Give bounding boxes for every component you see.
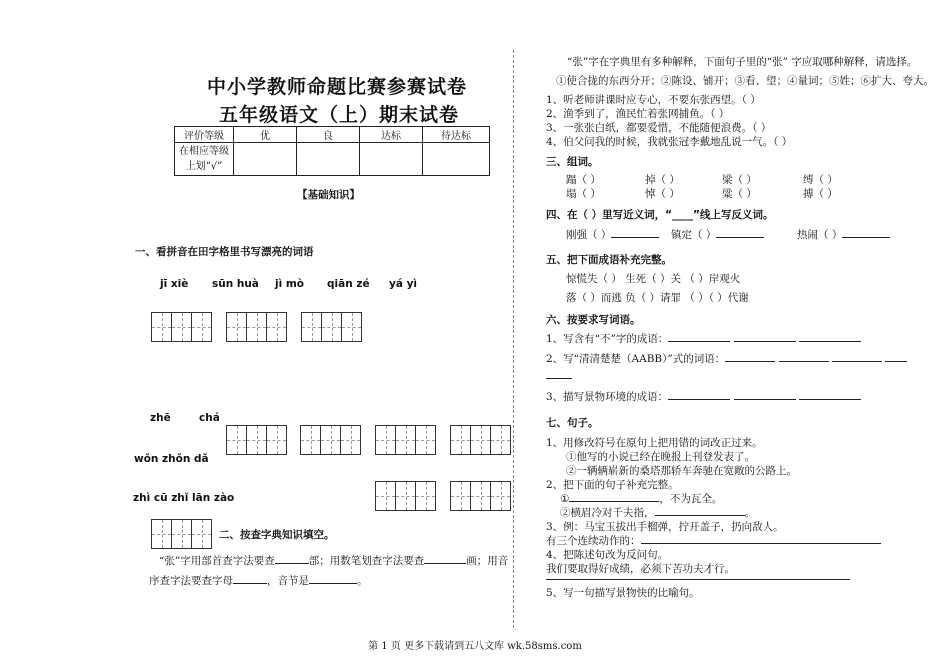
eval-header-pass: 达标 (360, 127, 423, 143)
s4-item-1 (566, 227, 659, 242)
tianzige-box[interactable] (375, 481, 436, 511)
tianzige-box[interactable] (301, 312, 362, 342)
zhang-q1: 1、听老师讲课时应专心，不要东张西望。（ ） (546, 94, 761, 106)
s3-item-8: 搏（ ） (803, 188, 838, 200)
s2-text-b: 部；用数笔划查字法要查 (308, 555, 425, 567)
s7-l10-answer-line[interactable] (546, 579, 850, 580)
s5-row-2: 落（ ）而逃 负（ ）请罪 （ ）（ ）代谢 (566, 292, 749, 304)
section5-heading: 五、把下面成语补充完整。 (546, 254, 672, 266)
eval-header-excellent: 优 (234, 127, 297, 143)
s6-q1-blank-1[interactable] (668, 331, 730, 342)
s6-q2-blank-3[interactable] (832, 351, 882, 362)
eval-row-label (175, 143, 234, 176)
s4-word-1: 刚强（ ） (566, 229, 612, 241)
section2-line1 (159, 553, 508, 568)
s7-l8-text: 有三个连续动作的： (546, 535, 641, 547)
s7-line-3: ②一辆辆崭新的桑塔那轿车奔驰在宽敞的公路上。 (566, 465, 797, 477)
pinyin-9: zhì cū zhǐ lān zào (133, 492, 235, 504)
tianzige-box[interactable] (450, 425, 511, 455)
s6-q1-blank-2[interactable] (734, 331, 796, 342)
s6-q3-text: 3、描写景物环境的成语： (546, 391, 669, 403)
section6-heading: 六、按要求写词语。 (546, 314, 641, 326)
s7-line-10: 我们要取得好成绩，必须下苦功夫才行。 (546, 563, 735, 575)
eval-header-fail: 待达标 (423, 127, 490, 143)
section1-heading: 一、看拼音在田字格里书写漂亮的词语 (135, 246, 314, 258)
s7-line-2: ①他写的小说已经在晚报上刊登发表了。 (566, 451, 755, 463)
eval-row-label-1: 在相应等级 (179, 146, 229, 157)
pinyin-8: wǒn zhǒn dǎ (134, 453, 209, 465)
eval-cell-good[interactable] (297, 143, 360, 176)
s3-item-2: 掉（ ） (645, 174, 680, 186)
s6-q2-blank-4[interactable] (885, 351, 907, 362)
s6-q3 (546, 389, 861, 404)
s2-text-d: 序查字法要查字母 (149, 575, 233, 587)
s4-word-2: 镇定（ ） (671, 229, 717, 241)
s6-q2-text: 2、写“清清楚楚（AABB）”式的词语： (546, 353, 726, 365)
pinyin-5: yá yì (389, 278, 418, 290)
evaluation-table (174, 126, 490, 176)
pinyin-1: jī xiè (160, 278, 189, 290)
s4-blank-2[interactable] (716, 227, 764, 238)
s7-line-4: 2、把下面的句子补充完整。 (546, 479, 679, 491)
s2-text-c: 画；用音 (466, 555, 509, 567)
s6-q1-text: 1、写含有“不”字的成语： (546, 333, 669, 345)
s2-text-a: “张”字用部首查字法要查 (159, 555, 275, 567)
s7-l5-a: ① (560, 493, 570, 505)
s5-row-1: 惊慌失（ ） 生死（ ）关 （ ）岸观火 (566, 273, 741, 285)
s7-line-1: 1、用修改符号在原句上把用错的词改正过来。 (546, 437, 763, 449)
zhang-q4: 4、伯父问我的时候，我就张冠李戴地乱说一气。（ ） (546, 136, 793, 148)
s6-q1 (546, 331, 861, 346)
s2-blank-syllable[interactable] (309, 573, 357, 584)
s2-blank-radical[interactable] (275, 553, 309, 564)
page-footer: 第 1 页 更多下载请到五八文库 wk.58sms.com (368, 641, 582, 652)
s6-q2 (546, 351, 907, 366)
s6-q2-blank-2[interactable] (779, 351, 829, 362)
pinyin-4: qiān zé (327, 278, 370, 290)
s7-line-11: 5、写一句描写景物快的比喻句。 (546, 587, 700, 599)
eval-row-label-2: 上划“√” (185, 161, 223, 172)
section2-line2 (149, 573, 368, 588)
s7-l6-blank[interactable] (655, 505, 745, 516)
s6-q2-blank-1[interactable] (725, 351, 775, 362)
tianzige-box[interactable] (450, 481, 511, 511)
basic-knowledge-heading: 【基础知识】 (297, 189, 360, 201)
s3-item-3: 梁（ ） (722, 174, 757, 186)
s6-q2-continue (546, 368, 572, 382)
section4-heading: 四、在（ ）里写近义词，“____”线上写反义词。 (546, 209, 774, 221)
zhang-q2: 2、渔季到了，渔民忙着张网捕鱼。（ ） (546, 108, 730, 120)
eval-header-level: 评价等级 (175, 127, 234, 143)
s7-l8-blank[interactable] (641, 533, 881, 544)
s4-blank-1[interactable] (611, 227, 659, 238)
s2-blank-strokes[interactable] (424, 553, 466, 564)
section3-heading: 三、组词。 (546, 156, 599, 168)
pinyin-7: chá (199, 412, 220, 424)
section2-heading: 二、按查字典知识填空。 (219, 529, 335, 541)
s7-line-5 (560, 491, 722, 506)
s7-l6-b: 。 (744, 507, 755, 519)
s4-item-2 (671, 227, 764, 242)
s6-q2-blank-5[interactable] (546, 368, 572, 379)
s7-line-9: 4、把陈述句改为反问句。 (546, 549, 669, 561)
tianzige-box[interactable] (375, 425, 436, 455)
s7-line-7: 3、例：马宝玉拔出手榴弹，拧开盖子，扔向敌人。 (546, 521, 784, 533)
s7-line-6 (560, 505, 755, 520)
tianzige-box[interactable] (300, 425, 361, 455)
tianzige-box[interactable] (226, 312, 287, 342)
column-divider (513, 50, 514, 628)
s7-l5-b: ，不为瓦全。 (659, 493, 723, 505)
s3-item-5: 塌（ ） (566, 188, 601, 200)
s7-l6-a: ②横眉冷对千夫指， (560, 507, 655, 519)
s2-blank-letter[interactable] (233, 573, 267, 584)
pinyin-3: jì mò (275, 278, 305, 290)
tianzige-box[interactable] (226, 425, 287, 455)
s3-item-1: 蹋（ ） (566, 174, 601, 186)
s2-text-e: ，音节是 (267, 575, 309, 587)
s4-blank-3[interactable] (842, 227, 890, 238)
section7-heading: 七、句子。 (546, 417, 599, 429)
s7-line-8 (546, 533, 881, 548)
s6-q3-blank-3[interactable] (799, 389, 861, 400)
exam-subtitle: 五年级语文（上）期末试卷 (219, 104, 460, 126)
s3-item-7: 粱（ ） (722, 188, 757, 200)
exam-title: 中小学教师命题比赛参赛试卷 (207, 76, 468, 98)
s4-item-3 (797, 227, 890, 242)
s6-q1-blank-3[interactable] (799, 331, 861, 342)
tianzige-box[interactable] (151, 519, 212, 549)
eval-cell-fail[interactable] (423, 143, 490, 176)
s3-item-4: 缚（ ） (803, 174, 838, 186)
s7-l5-blank[interactable] (569, 491, 659, 502)
s4-word-3: 热闹（ ） (797, 229, 843, 241)
s2-text-f: 。 (357, 575, 368, 587)
s6-q3-blank-2[interactable] (734, 389, 796, 400)
eval-cell-excellent[interactable] (234, 143, 297, 176)
pinyin-6: zhē (150, 412, 171, 424)
s3-item-6: 悼（ ） (645, 188, 680, 200)
tianzige-box[interactable] (151, 312, 212, 342)
eval-header-good: 良 (297, 127, 360, 143)
zhang-q3: 3、一张张白纸，都要爱惜，不能随便浪费。（ ） (546, 122, 772, 134)
s6-q3-blank-1[interactable] (668, 389, 730, 400)
zhang-options: ①使合拢的东西分开；②陈设、铺开；③看、望；④量词；⑤姓；⑥扩大、夸大。 (556, 75, 934, 87)
zhang-intro: “张”字在字典里有多种解释，下面句子里的“张” 字应取哪种解释，请选择。 (567, 56, 918, 68)
eval-cell-pass[interactable] (360, 143, 423, 176)
pinyin-2: sūn huà (212, 278, 259, 290)
